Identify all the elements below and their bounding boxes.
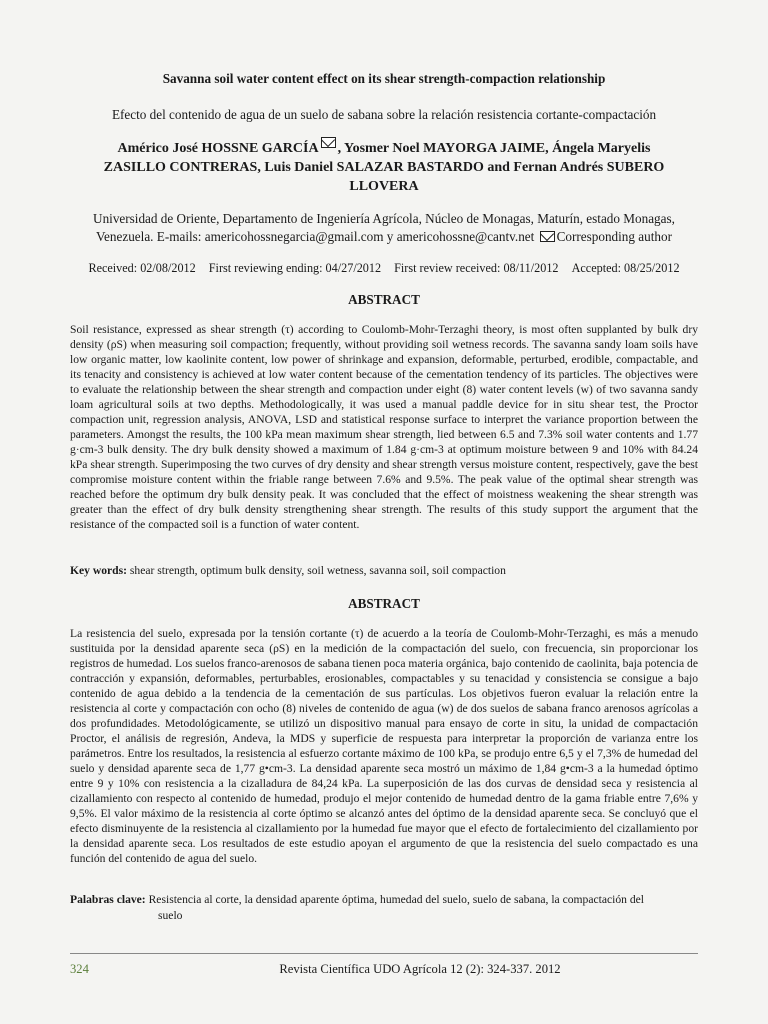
affiliation-line1: Universidad de Oriente, Departamento de Ingeniería Agrícola, Núcleo de Monagas, Maturín, estado Monagas,: [93, 211, 675, 226]
abstract-heading-en: ABSTRACT: [348, 292, 420, 307]
author-first: Américo José HOSSNE GARCÍA: [117, 141, 319, 156]
author-line2: ZASILLO CONTRERAS, Luis Daniel SALAZAR BASTARDO and Fernan Andrés SUBERO: [103, 160, 665, 175]
date-first-reviewing: First reviewing ending: 04/27/2012: [208, 261, 382, 275]
keywords-es-label: Palabras clave:: [70, 893, 146, 906]
keywords-en-text: shear strength, optimum bulk density, soil wetness, savanna soil, soil compaction: [129, 564, 506, 577]
paper-title: Savanna soil water content effect on its shear strength-compaction relationship: [162, 71, 606, 86]
affiliation-line2: Venezuela. E-mails: americohossnegarcia@gmail.com y americohossne@cantv.net: [96, 229, 535, 244]
envelope-icon: [321, 137, 336, 148]
keywords-es-text-line1: Resistencia al corte, la densidad aparente óptima, humedad del suelo, suelo de sabana, la compactación del: [148, 893, 645, 906]
abstract-text-es: La resistencia del suelo, expresada por la tensión cortante (τ) de acuerdo a la teoría de Coulomb-Mohr-Terzaghi, es más a menudo sustituida por la densidad aparente seca (ρS) en la medición de la compactación del suelo, con frecuencia, sin proporcionar los registros de humedad. Los suelos franco-arenosos de sabana tienen poca materia orgánica, bajo contenido de caolinita, baja potencia de contracción y expansión, deformables, perturbables, erosionables, compactables y su tenacidad y consistencia se consigue a bajo contenido de agua debido a la tendencia de la cementación de sus partículas. Los objetivos fueron evaluar la relación entre la resistencia al corte y compactación con ocho (8) niveles de contenido de agua (w) de dos suelos de sabana franco arenosos agrícolas a dos profundidades. Metodológicamente, se utilizó un dispositivo manual para ensayo de corte in situ, la unidad de compactación Proctor, el análisis de regresión, Andeva, la MDS y superficie de respuesta para interpretar la proporción de varianza entre los parámetros. Entre los resultados, la resistencia al esfuerzo cortante máximo de 100 kPa, se produjo entre 6,5 y el 7,3% de humedad del suelo y densidad aparente seca de 1,77 g•cm-3. La densidad aparente seca mostró un máximo de 1,84 g•cm-3 a la humedad óptimo entre 9 y 10% con resistencia a la cizalladura de 84,24 kPa. La superposición de las dos curvas de densidad seca y resistencia al cizallamiento con respecto al contenido de humedad, produjo el mejor contenido de humedad dentro de la gama friable entre 7,6% y 9,5%. El valor máximo de la resistencia al corte óptimo se alcanzó antes del óptimo de la densidad aparente seca. Se concluyó que el efecto disminuyente de la resistencia al cizallamiento por la humedad fue mayor que el efecto de fortalecimiento del cizallamiento por la densidad aparente seca. Los resultados de este estudio apoyan el argumento de que la resistencia del suelo compactado es una función del contenido de agua del suelo.: [70, 627, 698, 865]
keywords-es-text-line2: suelo: [158, 909, 183, 922]
corresponding-author-label: Corresponding author: [556, 229, 672, 244]
article-dates: [70, 261, 698, 276]
abstract-heading-es: ABSTRACT: [348, 596, 420, 611]
abstract-text-en: Soil resistance, expressed as shear strength (τ) according to Coulomb-Mohr-Terzaghi theory, is most often supplanted by bulk dry density (ρS) when measuring soil compaction; frequently, without providing soil wetness records. The savanna sandy loam soils have low organic matter, low kaolinite content, low power of shrinkage and expansion, deformable, perturbed, erodible, compactable, and its tenacity and consistency is achieved at low water content because of the cementation tendency of its particles. The objectives were to evaluate the relationship between the shear strength and compaction under eight (8) water content levels (w) of two savanna sandy loam agricultural soils at two depths. Methodologically, it was used a manual paddle device for in situ shear test, the Proctor compaction unit, regression analysis, ANOVA, LSD and statistical response surface to interpret the variance proportion between the parameters. Amongst the results, the 100 kPa mean maximum shear strength, lied between 6.5 and 7.3% soil water contents and 1.77 g·cm-3 bulk density. The dry bulk density showed a maximum of 1.84 g·cm-3 at optimum moisture between 9 and 10% with 84.24 kPa shear strength. Superimposing the two curves of dry density and shear strength versus moisture content, respectively, gave the best compromise moisture content within the friable range between 7.6% and 9.5%. The peak value of the optimal shear strength was reached before the optimum dry bulk density peak. It was concluded that the effect of moistness weakening the shear strength was greater than the effect of dry bulk density strengthening shear strength. The results of this study support the argument that the resistance of the compacted soil is a function of water content.: [70, 323, 698, 531]
paper-subtitle: Efecto del contenido de agua de un suelo de sabana sobre la relación resistencia cortante-compactación: [111, 107, 657, 122]
keywords-en-label: Key words:: [70, 564, 127, 577]
journal-citation: Revista Científica UDO Agrícola 12 (2): 324-337. 2012: [279, 962, 561, 976]
date-received: Received: 02/08/2012: [88, 261, 196, 275]
affiliation: [70, 210, 698, 246]
author-line3: LLOVERA: [349, 179, 419, 194]
author-list: [70, 137, 698, 196]
keywords-es: [70, 892, 698, 924]
date-accepted: Accepted: 08/25/2012: [571, 261, 680, 275]
keywords-en: [70, 563, 698, 578]
date-first-review-received: First review received: 08/11/2012: [394, 261, 559, 275]
footer-divider: [70, 953, 698, 954]
author-rest-line1: , Yosmer Noel MAYORGA JAIME, Ángela Maryelis: [337, 141, 651, 156]
envelope-icon: [540, 231, 555, 242]
page-number: 324: [70, 962, 89, 976]
